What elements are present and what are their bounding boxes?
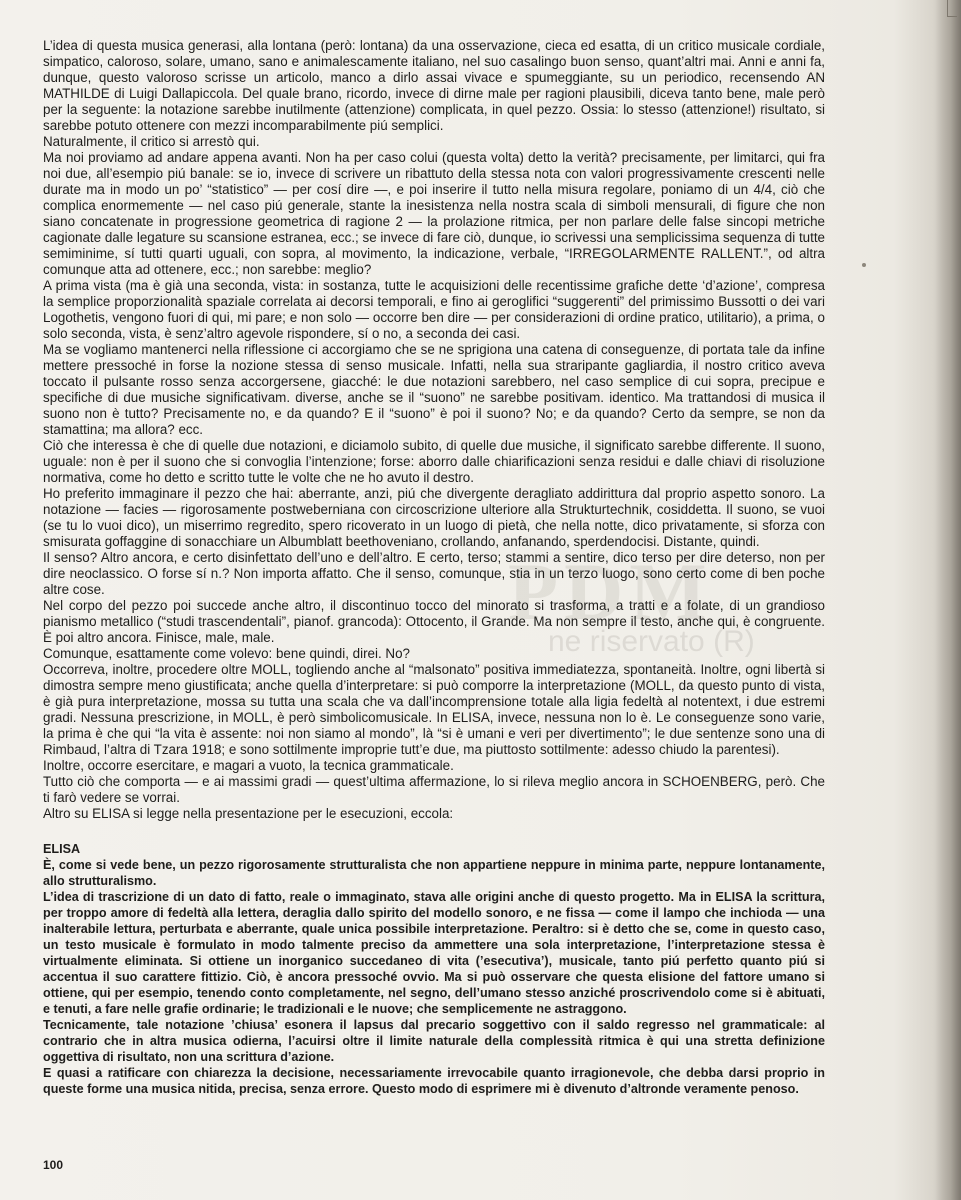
elisa-paragraph: L’idea di trascrizione di un dato di fatto, reale o immaginato, stava alle origini anche di questo progetto. Ma in ELISA la scrittura, per troppo amore di fedeltà alla lettera, deraglia dallo spirito del modello sonoro, e ne fissa — come il lampo che inchioda — una inalterabile lettura, perturbata e aberrante, quale unica possibile interpretazione. Peraltro: si è detto che se, come in questo caso, un testo musicale è formulato in modo talmente preciso da ammettere una sola interpretazione, l’interpretazione stessa è virtualmente eliminata. Si ottiene un inorganico succedaneo di vita (’esecutiva’), musicale, tanto piú perfetto quanto piú si accentua il suo carattere fittizio. Ciò, è ancora pressoché ovvio. Ma si può osservare che questa elisione del fattore umano si ottiene, qui per esempio, tenendo conto completamente, nel segno, dell’umano stesso anziché proscrivendolo come si è abituati, e tenuti, a fare nelle grafie ordinarie; le tradizionali e le nuove; che semplicemente ne astraggono. xyxy=(43,890,825,1016)
watermark: PDM xyxy=(508,546,713,637)
elisa-paragraph: E quasi a ratificare con chiarezza la decisione, necessariamente irrevocabile quanto irragionevole, che debba darsi proprio in queste forme una musica nitida, precisa, senza errore. Questo modo di esprimere mi è divenuto d’altronde veramente penoso. xyxy=(43,1066,825,1096)
body-paragraph: Altro su ELISA si legge nella presentazione per le esecuzioni, eccola: xyxy=(43,806,454,821)
section-title: ELISA xyxy=(43,842,81,856)
body-paragraph: Ciò che interessa è che di quelle due notazioni, e diciamolo subito, di quelle due musiche, il significato sarebbe differente. Il suono, uguale: non è per il suono che si convoglia l’intenzione; forse: aborro dalle chiarificazioni senza residui e dalle chiavi di risoluzione normativa, come ho detto e scritto tutte le volte che ne ho avuto il destro. xyxy=(43,438,825,485)
watermark-subtext: ne riservato (R) xyxy=(548,625,755,658)
body-paragraph: L’idea di questa musica generasi, alla lontana (però: lontana) da una osservazione, cieca ed esatta, di un critico musicale cordiale, simpatico, caloroso, solare, umano, sano e animalescamente italiano, nel suo casalingo buon senso, quant’altri mai. Anni e anni fa, dunque, questo valoroso scrisse un articolo, manco a dirlo assai vivace e spumeggiante, su un periodico, recensendo AN MATHILDE di Luigi Dallapiccola. Del quale brano, ricordo, invece di dirne male per ragioni plausibili, diceva tanto bene, male però per la seguente: la notazione sarebbe inutilmente (attenzione) complicata, in quel pezzo. Ossia: lo stesso (attenzione!) risultato, si sarebbe potuto ottenere con mezzi incomparabilmente piú semplici. xyxy=(43,38,825,133)
body-paragraph: Ma noi proviamo ad andare appena avanti. Non ha per caso colui (questa volta) detto la verità? precisamente, per limitarci, qui fra noi due, all’esempio piú banale: se io, invece di scrivere un ribattuto della stessa nota con valori progressivamente crescenti nelle durate ma in modo un po’ “statistico” — per cosí dire —, e poi inserire il tutto nella misura regolare, poniamo di un 4/4, ciò che complica enormemente — nel caso piú generale, stante la inesistenza nella nostra scala di simboli mensurali, di figure che non siano concatenate in progressione geometrica di ragione 2 — la prolazione ritmica, per non parlare delle false sincopi metriche cagionate dalle legature su scansione estranea, ecc.; se invece di fare ciò, dunque, io scrivessi una semplicissima sequenza di tutte semiminime, sí tutti quarti uguali, con sopra, al movimento, la indicazione, verbale, “IRREGOLARMENTE RALLENT.”, od altra comunque atta ad ottenere, ecc.; non sarebbe: meglio? xyxy=(43,150,825,277)
body-text xyxy=(43,38,825,822)
body-paragraph: Ma se vogliamo mantenerci nella riflessione ci accorgiamo che se ne sprigiona una catena di conseguenze, di portata tale da infine mettere pressoché in forse la nozione stessa di senso musicale. Infatti, nella sua straripante gagliardia, il nostro critico aveva toccato il pulsante rosso senza accorgersene, giacché: le due notazioni sarebbero, nel caso semplice di cui sopra, precipue e specifiche di due musiche significativam. diverse, anche se il “suono” ne sarebbe positivam. identico. Ma trattandosi di musica il suono non è tutto? Precisamente no, e da quando? E il “suono” è poi il suono? No; e da quando? Certo da sempre, se non da stamattina; ma allora? ecc. xyxy=(43,342,825,437)
body-paragraph: Nel corpo del pezzo poi succede anche altro, il discontinuo tocco del minorato si trasforma, a tratti e a folate, di un grandioso pianismo metallico (“studi trascendentali”, pianof. grancoda): Ottocento, il Grande. Ma non sempre il testo, anche qui, è congruente. È poi altro ancora. Finisce, male, male. xyxy=(43,598,825,645)
page-number: 100 xyxy=(43,1158,64,1172)
elisa-paragraph: Tecnicamente, tale notazione ’chiusa’ esonera il lapsus dal precario soggettivo con il saldo regresso nel grammaticale: al contrario che in altra musica odierna, l’acuirsi oltre il limite naturale della complessità ritmica è qui una stretta definizione oggettiva di risultato, non una scrittura d’azione. xyxy=(43,1018,825,1064)
body-paragraph: Inoltre, occorre esercitare, e magari a vuoto, la tecnica grammaticale. xyxy=(43,758,454,773)
body-paragraph: Occorreva, inoltre, procedere oltre MOLL, togliendo anche al “malsonato” positiva immediatezza, spontaneità. Inoltre, ogni libertà si dimostra sempre meno giustificata; anche quella d’interpretare: si può comporre la interpretazione (MOLL, da questo punto di vista, è già pura interpretazione, mossa su tutta una scala che va dall’incomprensione totale alla ligia fedeltà al notentext, i due estremi gradi. Nessuna prescrizione, in MOLL, è però simbolicomusicale. In ELISA, invece, nessuna non lo è. Le conseguenze sono varie, la prima è che qui “la vita è assente: noi non siamo al mondo”, là “si è umani e veri per divertimento”; le due sentenze sono una di Rimbaud, l’altra di Tzara 1918; e sono sottilmente improprie tutt’e due, ma piuttosto sottilmente: adesso chiudo la parentesi). xyxy=(43,662,825,757)
body-paragraph: Ho preferito immaginare il pezzo che hai: aberrante, anzi, piú che divergente deragliato addirittura dal proprio aspetto sonoro. La notazione — facies — rigorosamente postweberniana con circoscrizione ulteriore alla Strukturtechnik, cosiddetta. Il suono, se vuoi (se tu lo vuoi dico), un miserrimo regredito, spero ricoverato in un luogo di pietà, che nella notte, dico privatamente, si sforza con smisurata goffaggine di sonacchiare un Albumblatt beethoveniano, crollando, anfanando, sperdendocisi. Distante, quindi. xyxy=(43,486,825,549)
body-paragraph: Naturalmente, il critico si arrestò qui. xyxy=(43,134,260,149)
elisa-paragraph: È, come si vede bene, un pezzo rigorosamente strutturalista che non appartiene neppure in minima parte, neppure lontanamente, allo strutturalismo. xyxy=(43,858,825,888)
body-paragraph: A prima vista (ma è già una seconda, vista: in sostanza, tutte le acquisizioni delle recentissime grafiche dette ‘d’azione’, compresa la semplice proporzionalità spaziale correlata ai decorsi temporali, e fino ai geroglifici “suggerenti” del primissimo Bussotti o dei vari Logothetis, vengono fuori di qui, mi pare; e non solo — occorre ben dire — per considerazioni di ordine pratico, utilitario), a prima, o solo seconda, vista, è senz’altro agevole rispondere, sí o no, a seconda dei casi. xyxy=(43,278,825,341)
corner-crop-mark xyxy=(947,0,957,17)
body-paragraph: Tutto ciò che comporta — e ai massimi gradi — quest’ultima affermazione, lo si rileva meglio ancora in SCHOENBERG, però. Che ti farò vedere se vorrai. xyxy=(43,774,825,805)
elisa-presentation xyxy=(43,841,825,1097)
paper-speck xyxy=(862,263,866,267)
body-paragraph: Il senso? Altro ancora, e certo disinfettato dell’uno e dell’altro. E certo, terso; stammi a sentire, dico terso per dire deterso, non per dire neoclassico. O forse sí n.? Non importa affatto. Che il senso, comunque, stia in un terzo luogo, sono certo come di ben poche altre cose. xyxy=(43,550,825,597)
book-spine-shadow xyxy=(935,0,961,1200)
body-paragraph: Comunque, esattamente come volevo: bene quindi, direi. No? xyxy=(43,646,410,661)
